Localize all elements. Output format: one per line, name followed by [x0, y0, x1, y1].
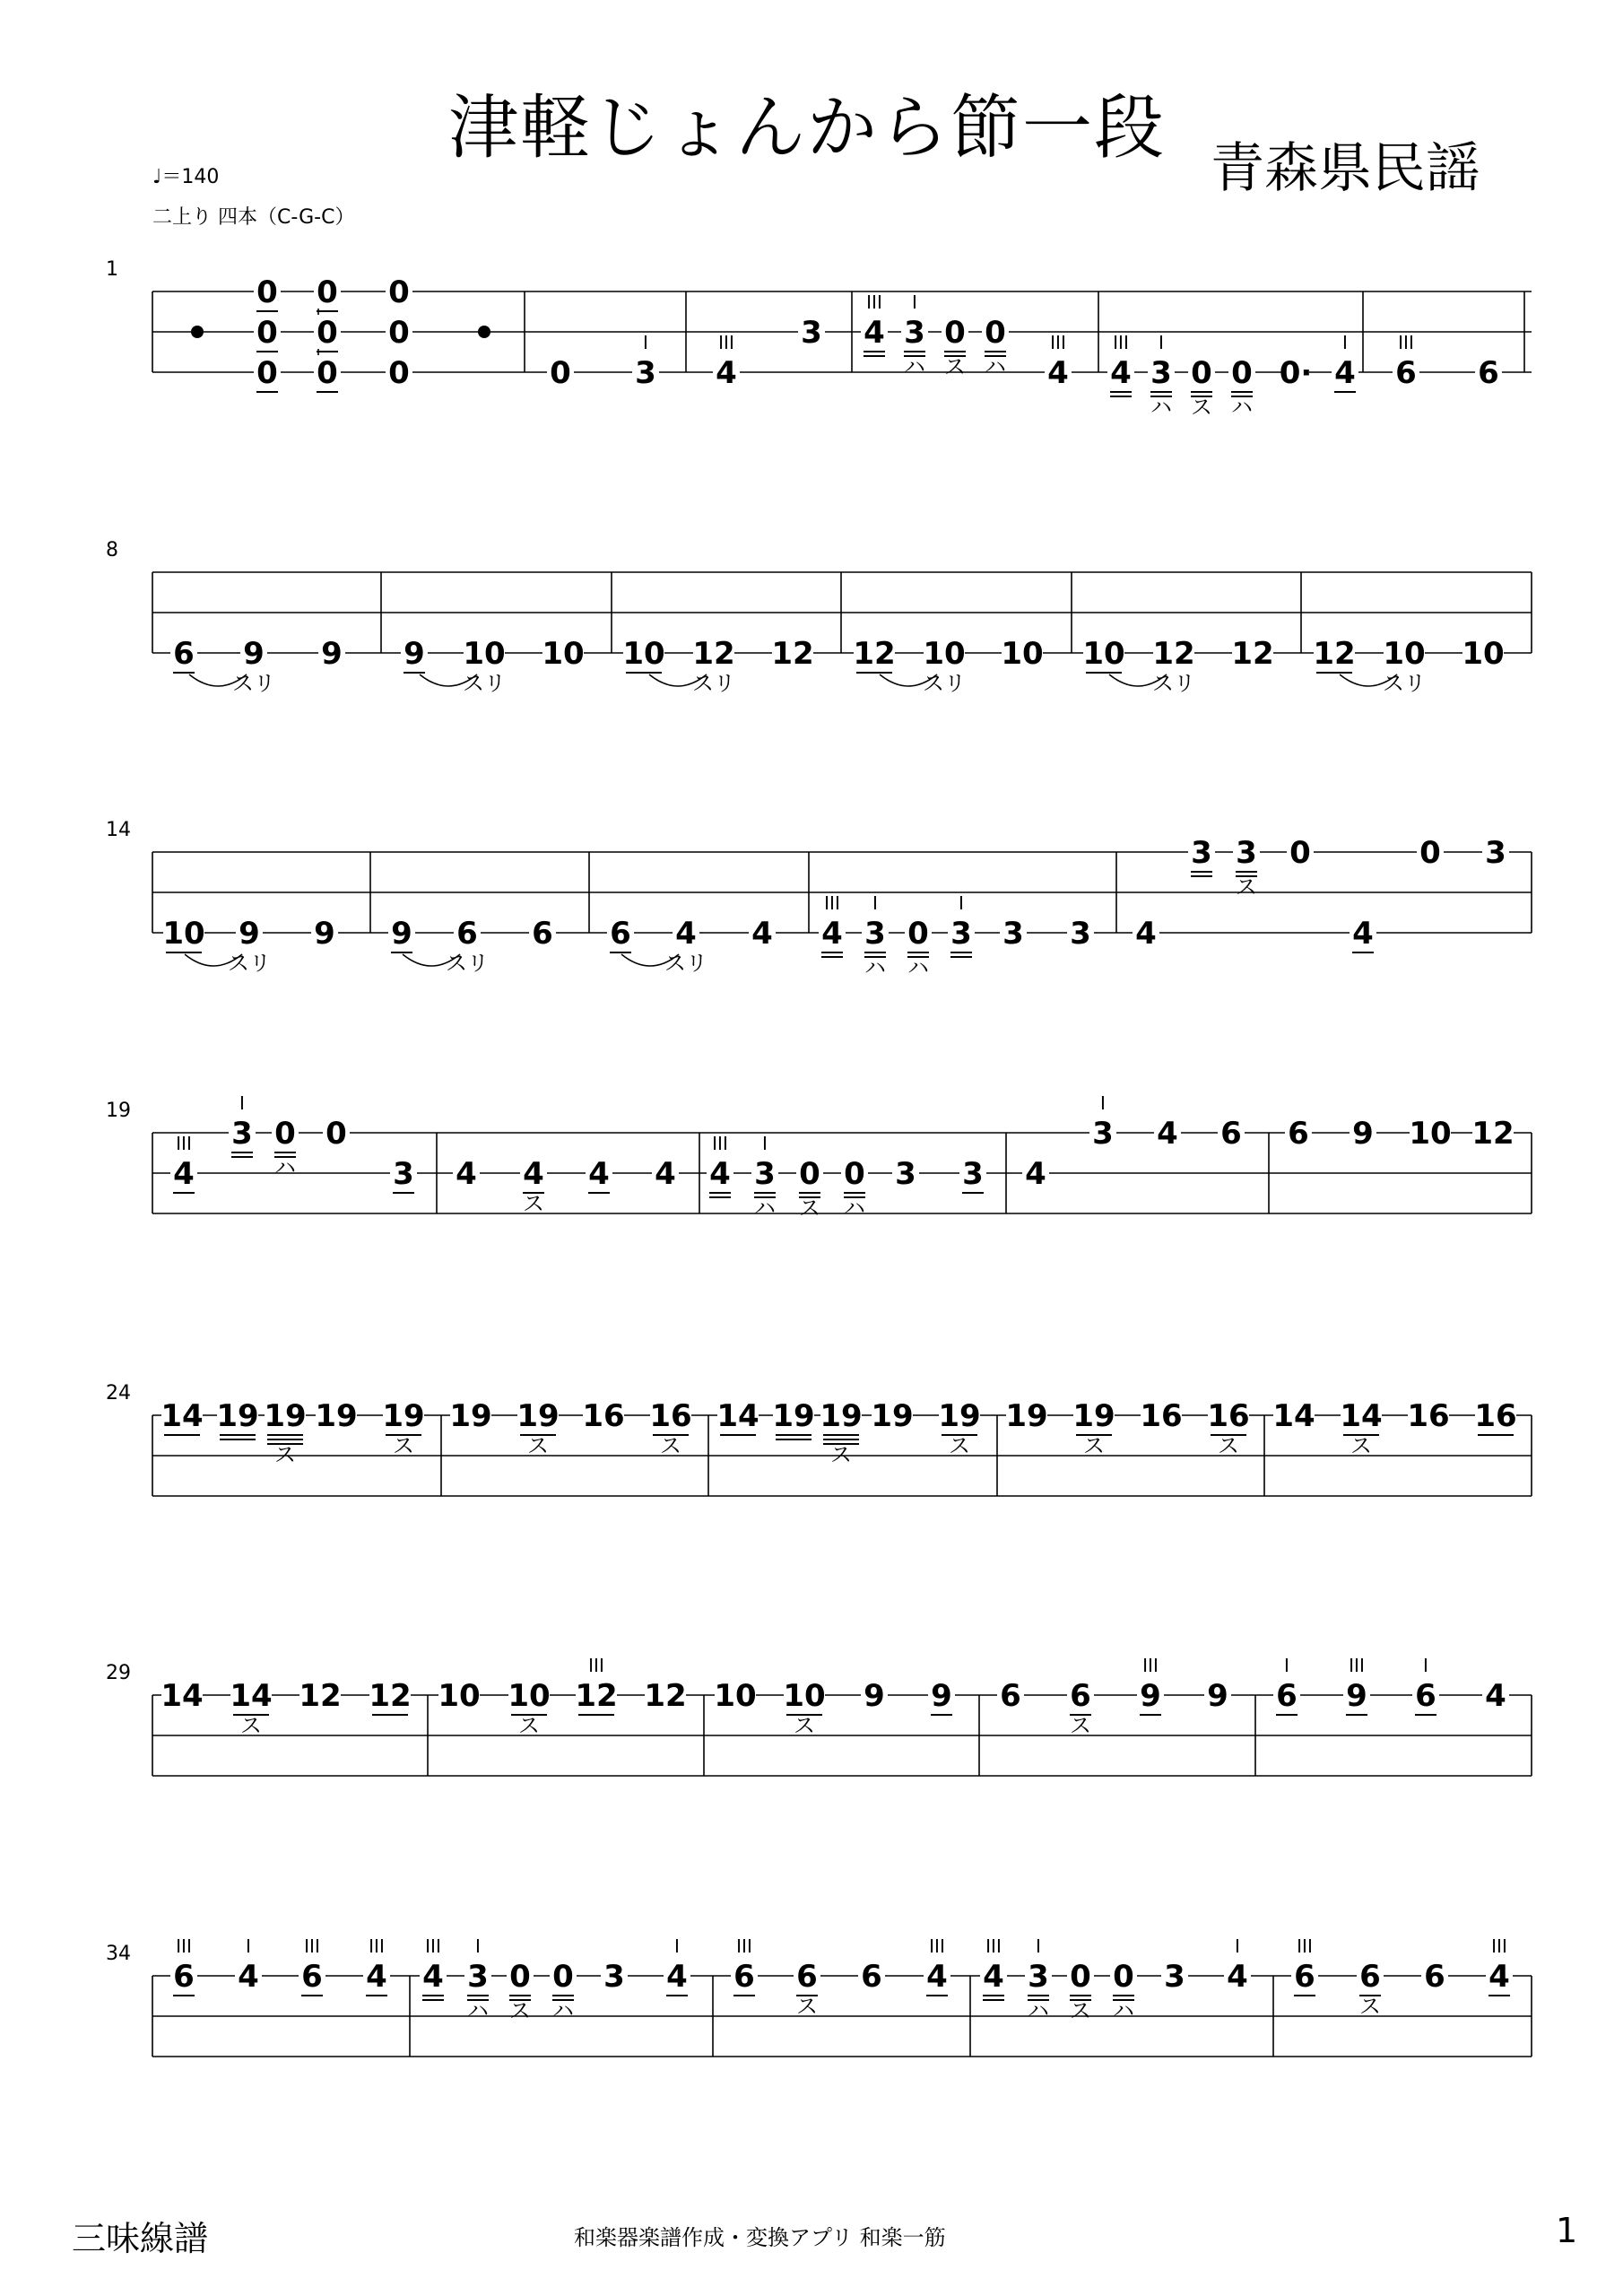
note-number: 0	[844, 1156, 865, 1192]
note-number: 0	[388, 315, 410, 351]
finger-mark: III	[1142, 1655, 1159, 1676]
note-number: 4	[366, 1959, 387, 1995]
note-number: 9	[1352, 1116, 1374, 1152]
note-number: 10	[438, 1678, 481, 1714]
technique-label: スリ	[463, 671, 506, 696]
note-number: 0	[552, 1959, 574, 1995]
technique-label: ハ	[907, 955, 929, 980]
note-number: 12	[692, 636, 735, 672]
finger-mark: I	[1284, 1655, 1289, 1676]
note-number: 0	[256, 355, 278, 391]
note-number: 3	[467, 1959, 489, 1995]
note-number: 0	[799, 1156, 820, 1192]
note-number: 0	[274, 1116, 296, 1152]
note-number: 4	[456, 1156, 477, 1192]
note-number: 9	[404, 636, 425, 672]
note-number: 0	[944, 315, 966, 351]
tempo-marking: ♩＝140	[152, 166, 220, 188]
technique-label: ス	[509, 1998, 531, 2023]
finger-mark: III	[1398, 332, 1414, 353]
technique-label: ハ	[985, 354, 1006, 379]
note-number: 16	[582, 1398, 625, 1434]
finger-mark: I	[475, 1935, 481, 1957]
note-number: 19	[871, 1398, 914, 1434]
note-number: 3	[231, 1116, 253, 1152]
note-number: 0	[317, 315, 338, 351]
finger-mark: III	[1113, 332, 1129, 353]
note-number: 12	[1313, 636, 1356, 672]
note-number: 12	[853, 636, 896, 672]
note-number: 0	[550, 355, 571, 391]
note-number: 9	[391, 916, 412, 952]
note-number: 4	[1025, 1156, 1046, 1192]
note-number: 12	[644, 1678, 687, 1714]
finger-mark: I	[912, 291, 917, 313]
technique-label: スリ	[923, 671, 966, 696]
note-number: 0	[1191, 355, 1212, 391]
note-number: 4	[675, 916, 697, 952]
note-number: 19	[938, 1398, 981, 1434]
note-number: 10	[1383, 636, 1426, 672]
technique-label: スリ	[692, 671, 735, 696]
note-number: 4	[821, 916, 843, 952]
system-number: 24	[106, 1382, 131, 1405]
note-number: 10	[508, 1678, 551, 1714]
note-number: 19	[216, 1398, 259, 1434]
note-number: 4	[709, 1156, 731, 1192]
rest-dot	[478, 326, 490, 338]
note-number: 0	[317, 274, 338, 310]
finger-mark: III	[718, 332, 734, 353]
note-number: 9	[314, 916, 335, 952]
note-number: 0	[1289, 835, 1311, 871]
note-number: 12	[299, 1678, 342, 1714]
note-number: 12	[1152, 636, 1195, 672]
note-number: 0	[256, 315, 278, 351]
note-number: 14	[161, 1678, 204, 1714]
technique-label: スリ	[228, 951, 271, 976]
finger-mark: III	[1349, 1655, 1365, 1676]
technique-label: スリ	[446, 951, 489, 976]
note-number: 4	[173, 1156, 195, 1192]
note-number: 19	[772, 1398, 815, 1434]
note-number: 4	[1157, 1116, 1178, 1152]
system-number: 34	[106, 1943, 131, 1965]
note-number: 14	[716, 1398, 759, 1434]
region-label: 青森県民謡	[1211, 137, 1480, 200]
note-number: 4	[1488, 1959, 1510, 1995]
technique-label: ハ	[274, 1155, 296, 1180]
technique-label: ス	[1083, 1433, 1105, 1458]
note-number: 3	[962, 1156, 984, 1192]
finger-mark: III	[985, 1935, 1002, 1957]
note-number: 6	[1220, 1116, 1242, 1152]
note-number: 4	[655, 1156, 676, 1192]
finger-mark: III	[929, 1935, 945, 1957]
finger-mark: III	[369, 1935, 385, 1957]
finger-mark: I	[1100, 1092, 1106, 1114]
technique-label: ス	[518, 1713, 540, 1738]
note-number: 9	[1140, 1678, 1161, 1714]
note-number: 4	[523, 1156, 544, 1192]
technique-label: ス	[830, 1442, 852, 1467]
finger-mark: III	[304, 1935, 320, 1957]
note-number: 10	[1082, 636, 1125, 672]
finger-mark: III	[1297, 1935, 1313, 1957]
score-title: 津軽じょんから節一段	[448, 88, 1167, 169]
note-number: 4	[1485, 1678, 1506, 1714]
note-number: 6	[861, 1959, 882, 1995]
note-number: 0	[256, 274, 278, 310]
note-number: 16	[649, 1398, 692, 1434]
note-number: 19	[315, 1398, 358, 1434]
technique-label: ハ	[1028, 1998, 1049, 2023]
note-number: 4	[1110, 355, 1132, 391]
note-number: 3	[864, 916, 886, 952]
footer-notation-type: 三味線譜	[72, 2219, 209, 2258]
technique-label: ハ	[844, 1196, 865, 1221]
finger-mark: I	[246, 1935, 251, 1957]
technique-label: ス	[660, 1433, 681, 1458]
finger-mark: III	[1491, 1935, 1507, 1957]
note-number: 9	[321, 636, 343, 672]
note-number: 0·	[1279, 355, 1313, 391]
note-number: 10	[1462, 636, 1505, 672]
technique-label: ハ	[552, 1998, 574, 2023]
note-number: 0	[1419, 835, 1441, 871]
note-number: 10	[1409, 1116, 1452, 1152]
note-number: 10	[162, 916, 205, 952]
note-number: 4	[864, 315, 885, 351]
technique-label: スリ	[232, 671, 275, 696]
technique-label: ハ	[1113, 1998, 1134, 2023]
note-number: 0	[388, 355, 410, 391]
note-number: 6	[1276, 1678, 1298, 1714]
finger-mark: III	[425, 1935, 441, 1957]
technique-label: ス	[949, 1433, 970, 1458]
technique-label: ス	[1218, 1433, 1239, 1458]
note-number: 9	[931, 1678, 952, 1714]
finger-mark: III	[1050, 332, 1066, 353]
note-number: 3	[1164, 1959, 1185, 1995]
note-number: 10	[783, 1678, 826, 1714]
note-number: 3	[895, 1156, 916, 1192]
tuning-label: 二上り 四本（C-G-C）	[152, 206, 355, 229]
note-number: 6	[1000, 1678, 1021, 1714]
note-number: 3	[801, 315, 822, 351]
rest-dot	[191, 326, 204, 338]
note-number: 16	[1407, 1398, 1450, 1434]
note-number: 6	[173, 1959, 195, 1995]
note-number: 4	[1135, 916, 1157, 952]
system-number: 29	[106, 1662, 131, 1684]
note-number: 0	[388, 274, 410, 310]
note-number: 6	[796, 1959, 818, 1995]
note-number: 19	[264, 1398, 307, 1434]
system-number: 1	[106, 258, 118, 281]
note-number: 6	[1359, 1959, 1381, 1995]
finger-mark: III	[712, 1133, 728, 1154]
note-number: 14	[1340, 1398, 1383, 1434]
technique-label: ス	[799, 1196, 820, 1221]
technique-label: ス	[1236, 874, 1257, 900]
note-number: 6	[1070, 1678, 1091, 1714]
note-number: 12	[575, 1678, 618, 1714]
technique-label: ス	[1191, 395, 1212, 420]
note-number: 6	[733, 1959, 755, 1995]
note-number: 0	[1070, 1959, 1091, 1995]
finger-mark: III	[588, 1655, 604, 1676]
note-number: 19	[1005, 1398, 1048, 1434]
note-number: 6	[1424, 1959, 1445, 1995]
technique-label: ス	[796, 1994, 818, 2019]
note-number: 6	[610, 916, 631, 952]
technique-label: ス	[1070, 1998, 1091, 2023]
note-number: 0	[985, 315, 1006, 351]
finger-mark: I	[1423, 1655, 1428, 1676]
technique-label: スリ	[1383, 671, 1426, 696]
note-number: 19	[516, 1398, 560, 1434]
finger-mark: I	[643, 332, 648, 353]
technique-label: スリ	[664, 951, 707, 976]
note-number: 0	[1231, 355, 1253, 391]
note-number: 0	[1113, 1959, 1134, 1995]
note-number: 3	[1028, 1959, 1049, 1995]
note-number: 3	[904, 315, 925, 351]
finger-mark: III	[176, 1935, 192, 1957]
technique-label: ハ	[1150, 395, 1172, 420]
note-number: 4	[666, 1959, 688, 1995]
note-number: 9	[1207, 1678, 1228, 1714]
note-number: 9	[1346, 1678, 1367, 1714]
technique-label: ス	[523, 1191, 544, 1216]
finger-mark: III	[866, 291, 882, 313]
note-number: 14	[230, 1678, 273, 1714]
technique-label: ス	[274, 1442, 296, 1467]
technique-label: ハ	[1231, 395, 1253, 420]
note-number: 4	[751, 916, 773, 952]
note-number: 3	[1191, 835, 1212, 871]
finger-mark: III	[736, 1935, 752, 1957]
note-number: 6	[532, 916, 553, 952]
note-number: 4	[588, 1156, 610, 1192]
note-number: 3	[393, 1156, 414, 1192]
note-number: 10	[714, 1678, 757, 1714]
note-number: 6	[173, 636, 195, 672]
note-number: 10	[1001, 636, 1044, 672]
note-number: 6	[301, 1959, 323, 1995]
note-number: 16	[1474, 1398, 1517, 1434]
note-number: 6	[1294, 1959, 1315, 1995]
note-number: 0	[317, 355, 338, 391]
note-number: 10	[542, 636, 585, 672]
finger-mark: I	[762, 1133, 768, 1154]
finger-mark: I	[239, 1092, 245, 1114]
note-number: 12	[369, 1678, 412, 1714]
system-number: 8	[106, 539, 118, 561]
finger-mark: I	[1036, 1935, 1041, 1957]
note-number: 12	[771, 636, 814, 672]
finger-mark: I	[1342, 332, 1348, 353]
technique-label: ス	[794, 1713, 815, 1738]
note-number: 3	[1092, 1116, 1114, 1152]
note-number: 10	[923, 636, 966, 672]
note-number: 4	[1352, 916, 1374, 952]
finger-mark: I	[872, 892, 878, 914]
technique-label: ハ	[467, 1998, 489, 2023]
note-number: 3	[754, 1156, 776, 1192]
note-number: 4	[926, 1959, 948, 1995]
system-number: 19	[106, 1100, 131, 1122]
note-number: 0	[907, 916, 929, 952]
note-number: 12	[1231, 636, 1274, 672]
note-number: 14	[161, 1398, 204, 1434]
note-number: 3	[1150, 355, 1172, 391]
finger-mark: III	[824, 892, 840, 914]
finger-mark: I	[1235, 1935, 1240, 1957]
note-number: 19	[1072, 1398, 1115, 1434]
note-number: 12	[1471, 1116, 1515, 1152]
note-number: 6	[1478, 355, 1499, 391]
note-number: 4	[1047, 355, 1069, 391]
technique-label: ス	[240, 1713, 262, 1738]
note-number: 6	[456, 916, 478, 952]
note-number: 19	[820, 1398, 863, 1434]
note-number: 4	[1334, 355, 1356, 391]
note-number: 4	[716, 355, 737, 391]
note-number: 3	[1236, 835, 1257, 871]
technique-label: スリ	[1152, 671, 1195, 696]
technique-label: ス	[393, 1433, 414, 1458]
technique-label: ス	[1350, 1433, 1372, 1458]
technique-label: ハ	[864, 955, 886, 980]
note-number: 16	[1207, 1398, 1250, 1434]
page-number: 1	[1556, 2211, 1578, 2250]
note-number: 4	[422, 1959, 444, 1995]
note-number: 3	[1485, 835, 1506, 871]
note-number: 10	[622, 636, 665, 672]
technique-label: ス	[527, 1433, 549, 1458]
note-number: 16	[1140, 1398, 1183, 1434]
note-number: 3	[1070, 916, 1091, 952]
note-number: 19	[382, 1398, 425, 1434]
note-number: 3	[1002, 916, 1024, 952]
note-number: 6	[1415, 1678, 1436, 1714]
note-number: 19	[449, 1398, 492, 1434]
technique-label: ハ	[904, 354, 925, 379]
technique-label: ス	[944, 354, 966, 379]
note-number: 9	[864, 1678, 885, 1714]
note-number: 6	[1288, 1116, 1309, 1152]
note-number: 6	[1395, 355, 1417, 391]
finger-mark: III	[176, 1133, 192, 1154]
note-number: 0	[325, 1116, 347, 1152]
finger-mark: I	[674, 1935, 680, 1957]
technique-label: ス	[1070, 1713, 1091, 1738]
note-number: 0	[509, 1959, 531, 1995]
technique-label: ス	[1359, 1994, 1381, 2019]
note-number: 9	[239, 916, 260, 952]
note-number: 4	[1227, 1959, 1248, 1995]
note-number: 3	[635, 355, 656, 391]
system-number: 14	[106, 819, 131, 841]
note-number: 4	[238, 1959, 259, 1995]
finger-mark: I	[1159, 332, 1164, 353]
note-number: 4	[983, 1959, 1004, 1995]
note-number: 9	[243, 636, 265, 672]
note-number: 3	[603, 1959, 625, 1995]
note-number: 10	[463, 636, 506, 672]
note-number: 14	[1272, 1398, 1315, 1434]
technique-label: ハ	[754, 1196, 776, 1221]
footer-app-credit: 和楽器楽譜作成・変換アプリ 和楽一筋	[574, 2225, 946, 2250]
note-number: 3	[950, 916, 972, 952]
finger-mark: I	[959, 892, 964, 914]
